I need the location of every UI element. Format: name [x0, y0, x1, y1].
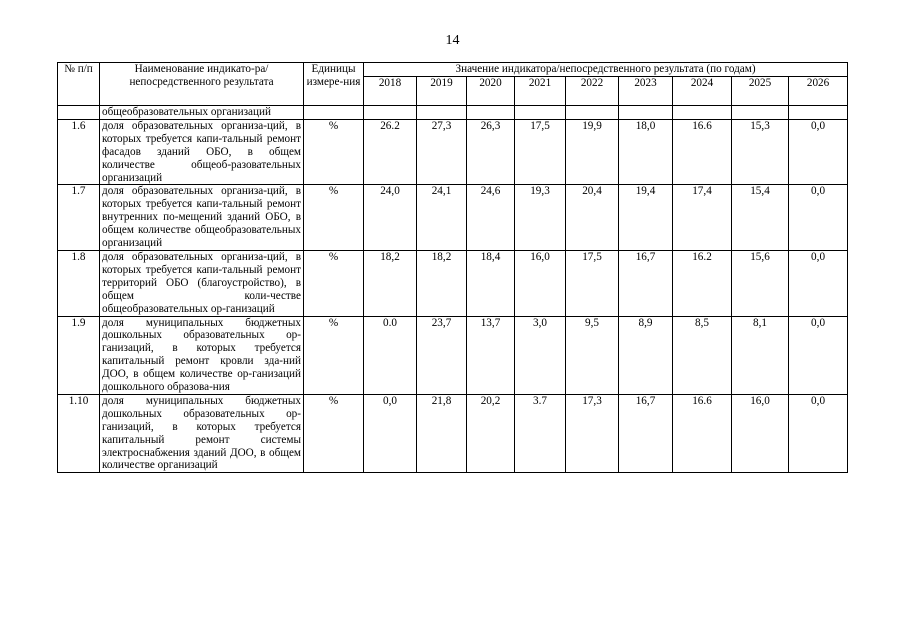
indicator-table [57, 62, 848, 473]
row-unit: % [304, 185, 364, 251]
row-name: доля муниципальных бюджетных дошкольных образовательных ор-ганизаций, в которых требуется капитальный ремонт кровли зда-ний ДОО, в общем количестве ор-ганизаций дошкольного образова-ния [100, 316, 304, 394]
row-value: 0.0 [364, 316, 417, 394]
row-value [673, 105, 732, 119]
row-value: 26.2 [364, 119, 417, 185]
row-name: доля муниципальных бюджетных дошкольных образовательных ор-ганизаций, в которых требуется капитальный ремонт системы электроснабжения зданий ДОО, в общем количестве организаций [100, 394, 304, 472]
row-value: 16,0 [515, 250, 566, 316]
row-number: 1.6 [58, 119, 100, 185]
row-value: 17,3 [566, 394, 619, 472]
header-year: 2022 [566, 76, 619, 105]
table-row [58, 119, 848, 185]
row-value: 18,2 [417, 250, 467, 316]
row-value: 20,4 [566, 185, 619, 251]
row-number: 1.9 [58, 316, 100, 394]
row-unit: % [304, 316, 364, 394]
header-year: 2024 [673, 76, 732, 105]
row-value: 21,8 [417, 394, 467, 472]
row-value [467, 105, 515, 119]
header-year: 2021 [515, 76, 566, 105]
row-value: 17,5 [515, 119, 566, 185]
row-value: 19,4 [619, 185, 673, 251]
row-value: 15,4 [732, 185, 789, 251]
row-value: 27,3 [417, 119, 467, 185]
row-value: 17,4 [673, 185, 732, 251]
row-value: 18,4 [467, 250, 515, 316]
row-value: 19,9 [566, 119, 619, 185]
row-value: 0,0 [789, 119, 848, 185]
row-value [364, 105, 417, 119]
row-value: 19,3 [515, 185, 566, 251]
row-unit: % [304, 119, 364, 185]
row-value: 16.6 [673, 119, 732, 185]
row-number: 1.7 [58, 185, 100, 251]
header-year: 2023 [619, 76, 673, 105]
row-value: 3,0 [515, 316, 566, 394]
header-year: 2018 [364, 76, 417, 105]
row-value: 8,1 [732, 316, 789, 394]
header-year: 2025 [732, 76, 789, 105]
row-value: 18,2 [364, 250, 417, 316]
row-value: 0,0 [789, 250, 848, 316]
row-value: 16,7 [619, 394, 673, 472]
row-value [732, 105, 789, 119]
row-value: 24,0 [364, 185, 417, 251]
row-value: 24,1 [417, 185, 467, 251]
row-name: доля образовательных организа-ций, в которых требуется капи-тальный ремонт внутренних по-мещений зданий ОБО, в общем количестве общеобразовательных организаций [100, 185, 304, 251]
header-year: 2026 [789, 76, 848, 105]
row-unit: % [304, 250, 364, 316]
row-number: 1.10 [58, 394, 100, 472]
row-value: 16,0 [732, 394, 789, 472]
row-value: 17,5 [566, 250, 619, 316]
row-value [619, 105, 673, 119]
header-number: № п/п [58, 63, 100, 106]
table-row-continuation [58, 105, 848, 119]
row-value: 3.7 [515, 394, 566, 472]
header-row-top [58, 63, 848, 77]
row-unit [304, 105, 364, 119]
table-row [58, 185, 848, 251]
row-value: 0,0 [789, 316, 848, 394]
row-value [789, 105, 848, 119]
row-value: 0,0 [364, 394, 417, 472]
row-value: 18,0 [619, 119, 673, 185]
header-name: Наименование индикато-ра/непосредственного результата [100, 63, 304, 106]
row-value: 24,6 [467, 185, 515, 251]
table-row [58, 250, 848, 316]
row-name: доля образовательных организа-ций, в которых требуется капи-тальный ремонт фасадов зданий ОБО, в общем количестве общеоб-разовательных организаций [100, 119, 304, 185]
row-value: 13,7 [467, 316, 515, 394]
row-value [515, 105, 566, 119]
row-value: 15,6 [732, 250, 789, 316]
row-unit: % [304, 394, 364, 472]
page-number: 14 [445, 33, 460, 48]
row-value: 0,0 [789, 394, 848, 472]
row-value: 16.2 [673, 250, 732, 316]
row-value: 0,0 [789, 185, 848, 251]
row-value: 16.6 [673, 394, 732, 472]
table-row [58, 394, 848, 472]
row-value [417, 105, 467, 119]
row-name: доля образовательных организа-ций, в которых требуется капи-тальный ремонт территорий ОБО (благоустройство), в общем коли-честве общеобразовательных ор-ганизаций [100, 250, 304, 316]
row-value: 16,7 [619, 250, 673, 316]
row-value: 20,2 [467, 394, 515, 472]
row-number [58, 105, 100, 119]
header-unit: Единицы измере-ния [304, 63, 364, 106]
row-value: 26,3 [467, 119, 515, 185]
row-value [566, 105, 619, 119]
row-number: 1.8 [58, 250, 100, 316]
row-value: 8,5 [673, 316, 732, 394]
row-value: 9,5 [566, 316, 619, 394]
header-value-group: Значение индикатора/непосредственного результата (по годам) [364, 63, 848, 77]
row-value: 8,9 [619, 316, 673, 394]
row-value: 15,3 [732, 119, 789, 185]
header-year: 2019 [417, 76, 467, 105]
header-year: 2020 [467, 76, 515, 105]
table-row [58, 316, 848, 394]
row-name: общеобразовательных организаций [100, 105, 304, 119]
row-value: 23,7 [417, 316, 467, 394]
